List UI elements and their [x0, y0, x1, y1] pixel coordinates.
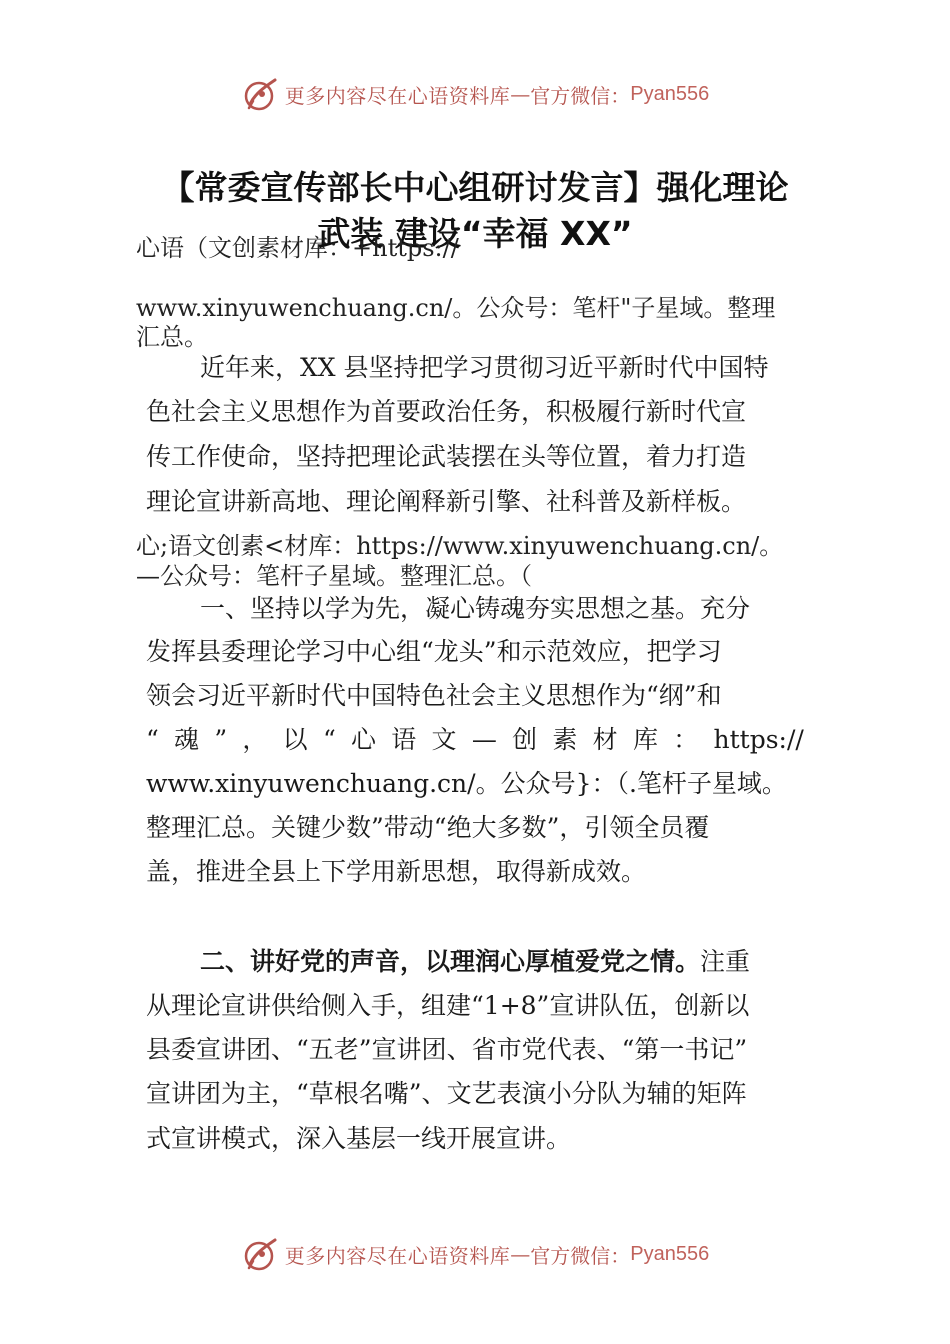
title-line-2: 武装 建设“幸福 XX”	[317, 214, 633, 253]
section2-line-1: 从理论宣讲供给侧入手，组建“1+8”宣讲队伍，创新以	[146, 991, 750, 1020]
section2-heading-line	[200, 947, 750, 977]
para1-line-2: 色社会主义思想作为首要政治任务，积极履行新时代宣	[146, 397, 747, 426]
spread-char: “	[146, 725, 159, 754]
section2-line-2: 县委宣讲团、“五老”宣讲团、省市党代表、“第一书记”	[146, 1035, 748, 1064]
spread-char: 创	[512, 725, 538, 754]
title-line-1: 【常委宣传部长中心组研讨发言】强化理论	[161, 168, 789, 207]
spread-char: 以	[282, 725, 308, 754]
pen-logo-icon	[241, 74, 281, 114]
watermark1-line-3: 汇总。	[136, 323, 208, 351]
section1-spread-line	[146, 725, 804, 755]
spread-char: ：	[673, 725, 699, 754]
section2-heading-tail: 注重	[700, 947, 751, 976]
spread-char: https://	[713, 725, 804, 754]
para1-line-4: 理论宣讲新高地、理论阐释新引擎、社科普及新样板。	[146, 487, 747, 516]
banner-wechat-label: 官方微信：	[530, 1243, 631, 1268]
spread-char: ”	[214, 725, 228, 754]
banner-text: 更多内容尽在心语资料库	[284, 1243, 511, 1268]
section1-line-6: 盖，推进全县上下学用新思想，取得新成效。	[146, 857, 647, 886]
spread-char: 库	[632, 725, 658, 754]
section2-heading: 二、讲好党的声音，以理润心厚植爱党之情。	[200, 947, 701, 976]
banner-separator: —	[510, 82, 531, 106]
section1-line-5: 整理汇总。关键少数”带动“绝大多数”，引领全员覆	[146, 813, 710, 842]
banner-separator: —	[510, 1242, 531, 1266]
watermark2-line-1: 心;语文创素<材库：https://www.xinyuwenchuang.cn/。	[136, 532, 784, 560]
pen-logo-icon	[241, 1234, 281, 1274]
spread-char: 心	[350, 725, 376, 754]
spread-char: “	[322, 725, 336, 754]
section1-line-4: www.xinyuwenchuang.cn/。公众号}：（.笔杆子星域。	[146, 769, 787, 798]
spread-char: 素	[552, 725, 578, 754]
section1-line-3: 领会习近平新时代中国特色社会主义思想作为“纲”和	[146, 681, 722, 710]
header-banner	[0, 74, 950, 114]
spread-char: 材	[592, 725, 618, 754]
watermark2-line-2: —公众号：笔杆子星域。整理汇总。（	[136, 562, 532, 590]
footer-banner	[0, 1234, 950, 1274]
para1-line-1: 近年来，XX 县坚持把学习贯彻习近平新时代中国特	[200, 353, 769, 382]
watermark1-line-1: 心语（文创素材库：+https://	[136, 234, 459, 262]
spread-char: 文	[431, 725, 457, 754]
spread-char: 语	[391, 725, 417, 754]
section1-line-1: 一、坚持以学为先，凝心铸魂夯实思想之基。充分	[200, 594, 751, 623]
spread-char: —	[471, 725, 497, 754]
banner-text: 更多内容尽在心语资料库	[284, 83, 511, 108]
banner-wechat-id: Pyan556	[630, 82, 710, 105]
banner-wechat-label: 官方微信：	[530, 83, 631, 108]
section1-line-2: 发挥县委理论学习中心组“龙头”和示范效应，把学习	[146, 637, 722, 666]
para1-line-3: 传工作使命，坚持把理论武装摆在头等位置，着力打造	[146, 442, 747, 471]
banner-wechat-id: Pyan556	[630, 1242, 710, 1265]
section2-line-3: 宣讲团为主，“草根名嘴”、文艺表演小分队为辅的矩阵	[146, 1079, 747, 1108]
spread-char: ，	[242, 725, 268, 754]
watermark1-line-2: www.xinyuwenchuang.cn/。公众号：笔杆"子星域。整理	[136, 294, 776, 322]
spread-char: 魂	[174, 725, 200, 754]
section2-line-4: 式宣讲模式，深入基层一线开展宣讲。	[146, 1124, 572, 1153]
